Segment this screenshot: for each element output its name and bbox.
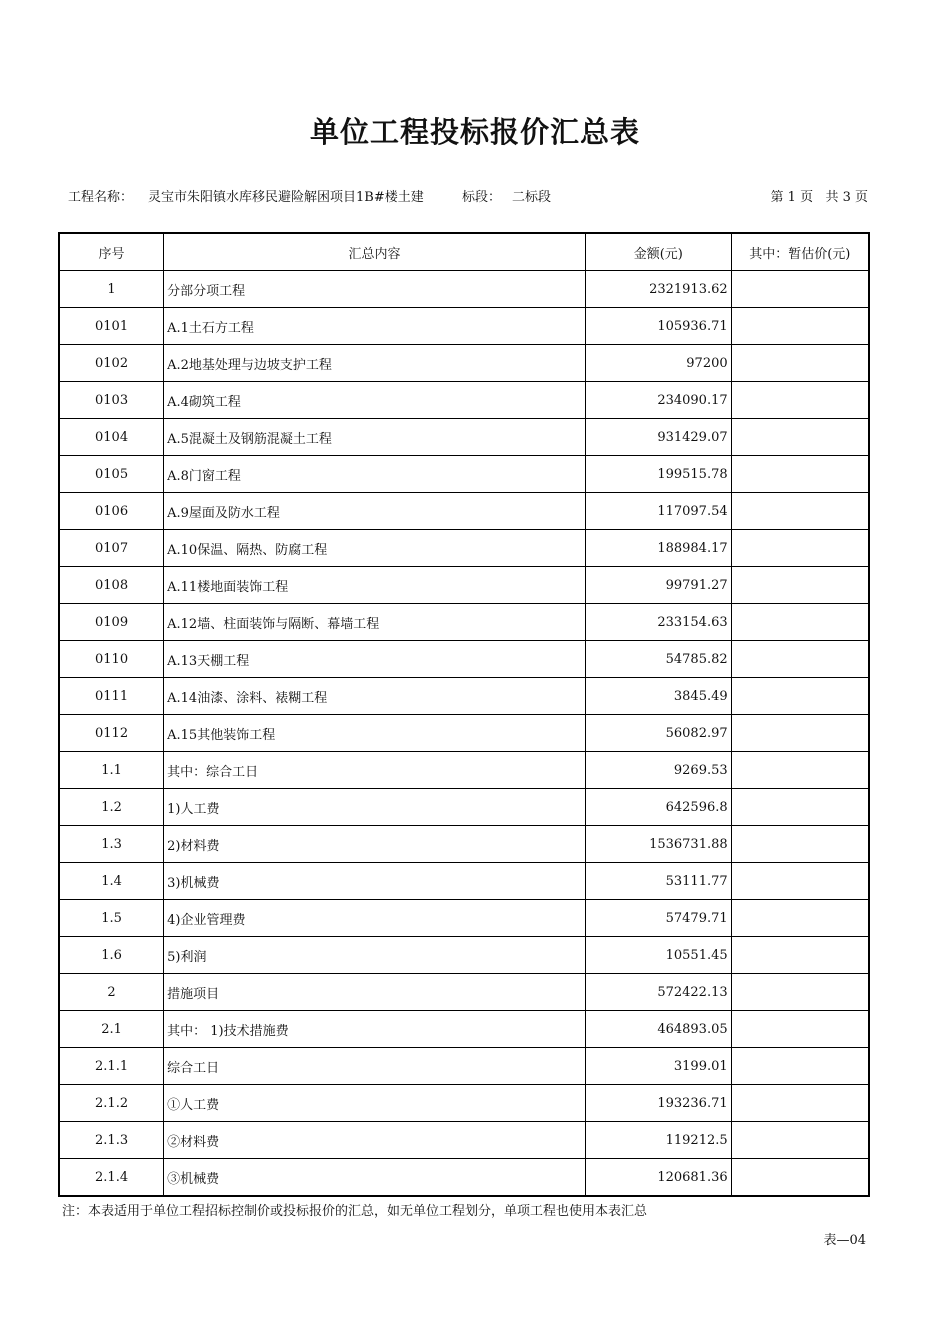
row-no: 0112 [59,715,164,752]
table-row [59,974,869,1011]
table-row [59,567,869,604]
row-content: A.1土石方工程 [164,308,586,345]
row-amount: 56082.97 [585,715,731,752]
row-amount: 464893.05 [585,1011,731,1048]
row-no: 1.5 [59,900,164,937]
row-no: 0103 [59,382,164,419]
row-amount: 9269.53 [585,752,731,789]
row-estimate [731,752,869,789]
row-no: 0108 [59,567,164,604]
table-row [59,1159,869,1197]
table-row [59,604,869,641]
table-row [59,530,869,567]
row-amount: 117097.54 [585,493,731,530]
row-estimate [731,1048,869,1085]
table-row [59,863,869,900]
table-row [59,419,869,456]
row-no: 2.1.4 [59,1159,164,1197]
row-content: 措施项目 [164,974,586,1011]
section-name: 二标段 [512,190,552,205]
row-no: 1.2 [59,789,164,826]
row-amount: 3845.49 [585,678,731,715]
row-amount: 931429.07 [585,419,731,456]
row-content: A.4砌筑工程 [164,382,586,419]
row-amount: 3199.01 [585,1048,731,1085]
table-row [59,493,869,530]
row-content: 综合工日 [164,1048,586,1085]
row-content: 1)人工费 [164,789,586,826]
row-estimate [731,1122,869,1159]
table-row [59,345,869,382]
header-estimate: 其中：暂估价(元) [731,233,869,271]
row-amount: 188984.17 [585,530,731,567]
table-row [59,382,869,419]
row-content: A.14油漆、涂料、裱糊工程 [164,678,586,715]
row-no: 2.1.1 [59,1048,164,1085]
section-label: 标段： [462,190,502,205]
row-estimate [731,974,869,1011]
table-row [59,456,869,493]
row-content: ①人工费 [164,1085,586,1122]
row-amount: 572422.13 [585,974,731,1011]
row-content: A.8门窗工程 [164,456,586,493]
row-no: 0111 [59,678,164,715]
row-no: 2 [59,974,164,1011]
row-content: 2)材料费 [164,826,586,863]
row-amount: 54785.82 [585,641,731,678]
row-estimate [731,937,869,974]
table-row [59,271,869,308]
table-row [59,641,869,678]
row-amount: 97200 [585,345,731,382]
row-estimate [731,641,869,678]
row-no: 1 [59,271,164,308]
header-amount: 金额(元) [585,233,731,271]
row-estimate [731,678,869,715]
row-amount: 53111.77 [585,863,731,900]
row-estimate [731,1011,869,1048]
row-estimate [731,1085,869,1122]
row-amount: 193236.71 [585,1085,731,1122]
table-row [59,308,869,345]
project-label: 工程名称： [68,190,134,205]
row-content: A.10保温、隔热、防腐工程 [164,530,586,567]
row-content: ②材料费 [164,1122,586,1159]
row-no: 2.1.2 [59,1085,164,1122]
row-amount: 99791.27 [585,567,731,604]
page-info: 第 1 页 共 3 页 [770,190,868,205]
row-content: 分部分项工程 [164,271,586,308]
row-no: 0107 [59,530,164,567]
row-content: A.15其他装饰工程 [164,715,586,752]
row-no: 1.3 [59,826,164,863]
table-header-row [59,233,869,271]
table-row [59,1048,869,1085]
row-no: 2.1.3 [59,1122,164,1159]
row-no: 0104 [59,419,164,456]
row-content: 4)企业管理费 [164,900,586,937]
row-no: 1.6 [59,937,164,974]
row-estimate [731,308,869,345]
table-body [59,271,869,1197]
row-amount: 2321913.62 [585,271,731,308]
row-no: 0102 [59,345,164,382]
row-no: 0109 [59,604,164,641]
row-estimate [731,493,869,530]
row-amount: 234090.17 [585,382,731,419]
row-no: 0101 [59,308,164,345]
row-amount: 120681.36 [585,1159,731,1197]
row-content: 其中： 1)技术措施费 [164,1011,586,1048]
header-no: 序号 [59,233,164,271]
footnote: 注：本表适用于单位工程招标控制价或投标报价的汇总，如无单位工程划分，单项工程也使用本表汇总 [62,1204,648,1219]
row-no: 2.1 [59,1011,164,1048]
row-content: A.5混凝土及钢筋混凝土工程 [164,419,586,456]
row-amount: 105936.71 [585,308,731,345]
row-amount: 199515.78 [585,456,731,493]
project-name: 灵宝市朱阳镇水库移民避险解困项目1B#楼土建 [148,190,424,205]
form-code: 表—04 [823,1233,866,1248]
row-amount: 1536731.88 [585,826,731,863]
row-estimate [731,789,869,826]
table-row [59,826,869,863]
row-content: ③机械费 [164,1159,586,1197]
table-row [59,752,869,789]
project-meta [68,186,868,204]
row-content: 5)利润 [164,937,586,974]
row-content: 3)机械费 [164,863,586,900]
table-row [59,789,869,826]
row-estimate [731,826,869,863]
row-estimate [731,900,869,937]
table-row [59,1085,869,1122]
row-estimate [731,530,869,567]
row-no: 1.4 [59,863,164,900]
row-estimate [731,419,869,456]
row-estimate [731,863,869,900]
row-amount: 10551.45 [585,937,731,974]
row-estimate [731,345,869,382]
row-content: A.12墙、柱面装饰与隔断、幕墙工程 [164,604,586,641]
summary-table [58,232,870,1197]
row-content: A.2地基处理与边坡支护工程 [164,345,586,382]
row-amount: 57479.71 [585,900,731,937]
row-estimate [731,604,869,641]
row-no: 0105 [59,456,164,493]
row-amount: 119212.5 [585,1122,731,1159]
row-amount: 642596.8 [585,789,731,826]
table-row [59,715,869,752]
table-row [59,900,869,937]
row-no: 0110 [59,641,164,678]
row-estimate [731,456,869,493]
table-row [59,678,869,715]
table-row [59,937,869,974]
row-content: A.9屋面及防水工程 [164,493,586,530]
row-estimate [731,567,869,604]
page-title: 单位工程投标报价汇总表 [309,115,640,149]
row-content: A.11楼地面装饰工程 [164,567,586,604]
header-content: 汇总内容 [164,233,586,271]
row-estimate [731,715,869,752]
row-amount: 233154.63 [585,604,731,641]
row-no: 1.1 [59,752,164,789]
row-estimate [731,382,869,419]
row-estimate [731,1159,869,1197]
table-row [59,1122,869,1159]
row-content: 其中：综合工日 [164,752,586,789]
row-no: 0106 [59,493,164,530]
table-row [59,1011,869,1048]
row-estimate [731,271,869,308]
row-content: A.13天棚工程 [164,641,586,678]
